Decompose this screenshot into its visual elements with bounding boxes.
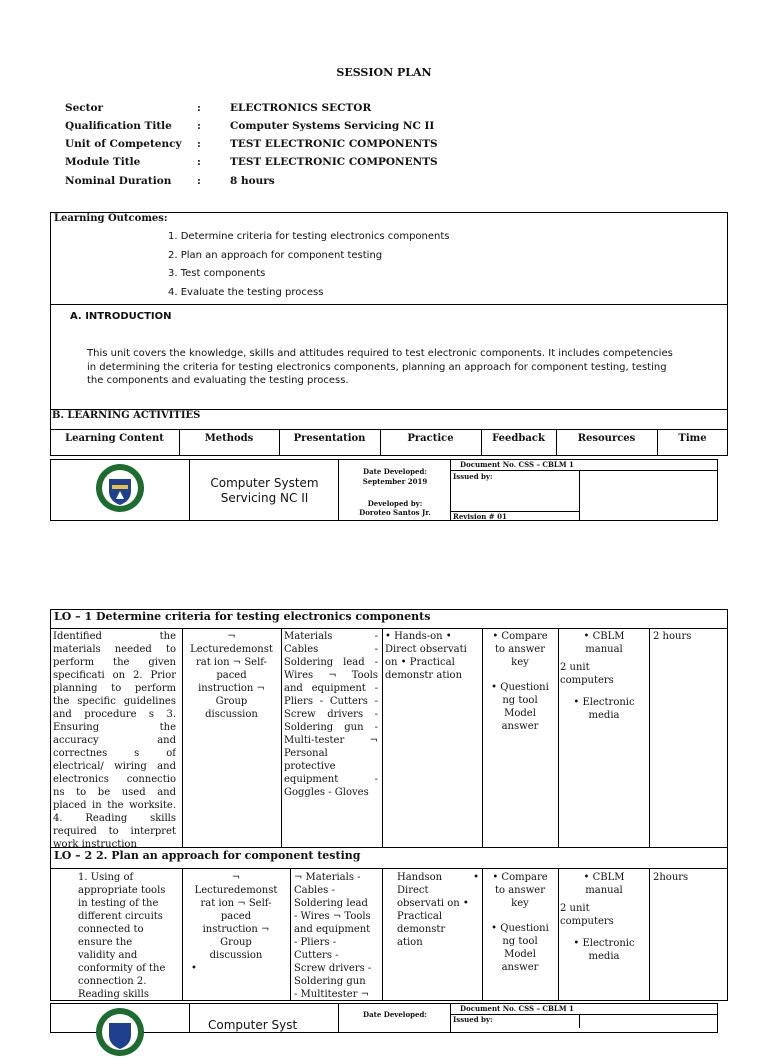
info-value: TEST ELECTRONIC COMPONENTS (230, 138, 438, 150)
feedback-line: answer (501, 721, 539, 732)
learning-outcome-item: 2. Plan an approach for component testing (168, 250, 383, 261)
info-value: TEST ELECTRONIC COMPONENTS (230, 156, 438, 168)
methods-line: paced (220, 911, 252, 922)
practice-line: Handson • (397, 872, 479, 883)
feedback-line: • Questioni (491, 923, 549, 934)
feedback-line: to answer (494, 885, 545, 896)
content-line: ensure the (78, 937, 133, 948)
footer-course-line: Computer System (210, 476, 319, 490)
presentation-line: - Multitester ¬ (294, 989, 369, 1000)
lo2-practice (397, 871, 479, 949)
presentation-line: Soldering lead (294, 898, 368, 909)
lo2-methods (183, 871, 289, 975)
divider (579, 1014, 580, 1028)
column-header: Learning Content (65, 433, 164, 444)
column-header: Time (678, 433, 707, 444)
divider (50, 868, 728, 869)
feedback-line: answer (501, 962, 539, 973)
methods-line: rat ion ¬ Self- (200, 898, 272, 909)
column-divider (558, 628, 559, 848)
document-number: Document No. CSS – CBLM 1 (460, 460, 574, 469)
presentation-line: and equipment (294, 924, 371, 935)
feedback-line: • Compare (492, 631, 548, 642)
divider (50, 628, 728, 629)
content-line: ns to be used and (53, 787, 176, 798)
learning-outcomes-heading: Learning Outcomes: (54, 213, 168, 224)
practice-line: on • Practical (385, 657, 455, 668)
content-line: appropriate tools (78, 885, 166, 896)
content-line: connection 2. (78, 976, 147, 987)
info-label: Nominal Duration (65, 175, 172, 187)
resources-line: media (588, 710, 620, 721)
presentation-line: protective (284, 761, 336, 772)
presentation-line: Goggles - Gloves (284, 787, 369, 798)
introduction-line: the components and evaluating the testing process. (87, 375, 349, 386)
page-title: SESSION PLAN (336, 66, 432, 79)
content-line: Reading skills (78, 989, 149, 1000)
content-line: 4. Reading skills (53, 813, 176, 824)
school-seal-icon (94, 1005, 146, 1059)
methods-line: ¬ (227, 631, 236, 642)
lo1-resources (560, 630, 648, 722)
content-line: perform the given (53, 657, 176, 668)
column-divider (482, 868, 483, 1001)
feedback-line: to answer (494, 644, 545, 655)
lo2-presentation (294, 871, 380, 1001)
column-header: Resources (577, 433, 636, 444)
column-divider (290, 868, 291, 1001)
methods-line: Lecturedemonst (194, 885, 278, 896)
lo1-heading: LO – 1 Determine criteria for testing electronics components (54, 610, 431, 623)
content-line: planning to perform (53, 683, 176, 694)
presentation-line: Wires ¬ Tools (284, 670, 378, 681)
lo2-resources (560, 871, 648, 963)
introduction-line: This unit covers the knowledge, skills and attitudes required to test electronic components. It includes competencies (87, 348, 673, 359)
presentation-line: - Wires ¬ Tools (294, 911, 371, 922)
content-line: different circuits (78, 911, 163, 922)
learning-outcome-item: 4. Evaluate the testing process (168, 287, 324, 298)
lo1-practice (385, 630, 481, 682)
lo2-time: 2hours (653, 872, 689, 883)
column-divider (649, 868, 650, 1001)
lo2-feedback (484, 871, 556, 974)
divider (450, 470, 718, 471)
resources-line: • CBLM (583, 631, 625, 642)
issued-by-label: Issued by: (453, 472, 493, 481)
methods-line: Group (215, 696, 248, 707)
feedback-line: Model (504, 708, 536, 719)
resources-line: manual (585, 885, 623, 896)
content-line: the specific guidelines (53, 696, 176, 707)
column-divider (558, 868, 559, 1001)
presentation-line: Soldering gun - (284, 722, 378, 733)
presentation-line: ¬ Materials - (294, 872, 361, 883)
practice-line: demonstr (397, 924, 446, 935)
resources-line: 2 unit (560, 903, 590, 914)
info-label: Module Title (65, 156, 141, 168)
methods-line: Lecturedemonst (190, 644, 273, 655)
learning-outcome-item: 1. Determine criteria for testing electronics components (168, 231, 450, 242)
lo2-heading: LO – 2 2. Plan an approach for component testing (54, 849, 361, 862)
column-header: Feedback (492, 433, 545, 444)
content-line: placed in the worksite. (53, 800, 176, 811)
revision-number: Revision # 01 (453, 512, 507, 521)
practice-line: ation (397, 937, 423, 948)
divider (579, 470, 580, 521)
info-label: Sector (65, 102, 104, 114)
feedback-line: Model (504, 949, 536, 960)
seal-band (112, 485, 128, 489)
content-line: required to interpret (53, 826, 176, 837)
resources-line: manual (585, 644, 623, 655)
methods-line: • (191, 963, 197, 974)
resources-line: computers (560, 916, 614, 927)
presentation-line: equipment - (284, 774, 378, 785)
content-line: accuracy and (53, 735, 176, 746)
developed-by-value: Doroteo Santos Jr. (359, 508, 431, 517)
presentation-line: - Pliers - (294, 937, 337, 948)
content-line: Identified the (53, 631, 176, 642)
presentation-line: Multi-tester ¬ (284, 735, 378, 746)
lo1-presentation (284, 630, 378, 799)
info-colon: : (197, 156, 201, 168)
lo1-methods (183, 630, 280, 721)
presentation-line: Cables - (284, 644, 378, 655)
column-divider (281, 628, 282, 848)
feedback-line: ng tool (502, 695, 538, 706)
presentation-line: and equipment - (284, 683, 378, 694)
date-developed-value: September 2019 (362, 477, 428, 486)
resources-line: • CBLM (583, 872, 625, 883)
presentation-line: Screw drivers - (294, 963, 372, 974)
info-colon: : (197, 102, 201, 114)
issued-by-label: Issued by: (453, 1015, 493, 1024)
practice-line: demonstr ation (385, 670, 463, 681)
resources-line: computers (560, 675, 614, 686)
info-colon: : (197, 175, 201, 187)
resources-line: • Electronic (573, 697, 635, 708)
learning-activities-heading: B. LEARNING ACTIVITIES (52, 410, 201, 421)
column-header: Presentation (293, 433, 366, 444)
footer-course-line: Servicing NC II (220, 491, 309, 505)
content-line: electrical/ wiring and (53, 761, 176, 772)
info-value: Computer Systems Servicing NC II (230, 120, 435, 132)
methods-line: instruction ¬ (198, 683, 265, 694)
methods-line: ¬ (231, 872, 241, 883)
footer-course-title (190, 476, 339, 506)
methods-line: instruction ¬ (202, 924, 270, 935)
content-line: 1. Using of (78, 872, 134, 883)
feedback-line: • Compare (492, 872, 548, 883)
introduction-line: in determining the criteria for testing electronics components, planning an approach for component testing, testing (87, 361, 667, 373)
footer-course-title: Computer Syst (208, 1018, 298, 1032)
resources-line: media (588, 951, 620, 962)
feedback-line: • Questioni (491, 682, 549, 693)
content-line: connected to (78, 924, 144, 935)
resources-line: 2 unit (560, 662, 590, 673)
introduction-text (87, 347, 721, 388)
column-divider (482, 628, 483, 848)
presentation-line: Soldering lead - (284, 657, 378, 668)
practice-line: Practical (397, 911, 443, 922)
content-line: in testing of the (78, 898, 159, 909)
practice-line: Direct observati (385, 644, 467, 655)
feedback-line: ng tool (502, 936, 538, 947)
practice-line: Direct (397, 885, 429, 896)
info-value: ELECTRONICS SECTOR (230, 102, 372, 114)
content-line: and procedure s 3. (53, 709, 176, 720)
info-label: Qualification Title (65, 120, 172, 132)
feedback-line: key (511, 898, 529, 909)
lo1-learning-content (53, 630, 176, 851)
info-label: Unit of Competency (65, 138, 182, 150)
lo1-time: 2 hours (653, 631, 692, 642)
content-line: correctnes s of (53, 748, 176, 759)
document-number: Document No. CSS – CBLM 1 (460, 1004, 574, 1013)
column-divider (382, 868, 383, 1001)
practice-line: observati on • (397, 898, 469, 909)
resources-line: • Electronic (573, 938, 635, 949)
date-developed-label: Date Developed: (363, 467, 427, 476)
content-line: specificati on 2. Prior (53, 670, 176, 681)
presentation-line: Cables - (294, 885, 335, 896)
methods-line: discussion (209, 950, 263, 961)
presentation-line: Personal (284, 748, 328, 759)
info-value: 8 hours (230, 175, 275, 187)
presentation-line: Pliers - Cutters - (284, 696, 378, 707)
methods-line: rat ion ¬ Self- (195, 657, 268, 668)
methods-line: paced (216, 670, 247, 681)
info-colon: : (197, 138, 201, 150)
divider (50, 304, 728, 305)
info-colon: : (197, 120, 201, 132)
lo1-feedback (484, 630, 556, 733)
practice-line: • Hands-on • (385, 631, 452, 642)
presentation-line: Screw drivers - (284, 709, 378, 720)
content-line: electronics connectio (53, 774, 176, 785)
column-divider (649, 628, 650, 848)
column-divider (382, 628, 383, 848)
column-header: Practice (407, 433, 454, 444)
content-line: validity and (78, 950, 138, 961)
lo2-learning-content (78, 871, 178, 1001)
presentation-line: Materials - (284, 631, 378, 642)
presentation-line: Cutters - (294, 950, 339, 961)
content-line: Ensuring the (53, 722, 176, 733)
presentation-line: Soldering gun (294, 976, 366, 987)
learning-outcome-item: 3. Test components (168, 268, 266, 279)
date-developed-label: Date Developed: (363, 1010, 427, 1019)
feedback-line: key (511, 657, 529, 668)
content-line: conformity of the (78, 963, 166, 974)
content-line: materials needed to (53, 644, 176, 655)
column-header: Methods (204, 433, 254, 444)
methods-line: Group (220, 937, 252, 948)
school-seal-icon (94, 461, 146, 515)
content-line: work instruction (53, 839, 137, 850)
developed-by-label: Developed by: (367, 499, 423, 508)
introduction-heading: A. INTRODUCTION (70, 311, 172, 322)
methods-line: discussion (205, 709, 258, 720)
